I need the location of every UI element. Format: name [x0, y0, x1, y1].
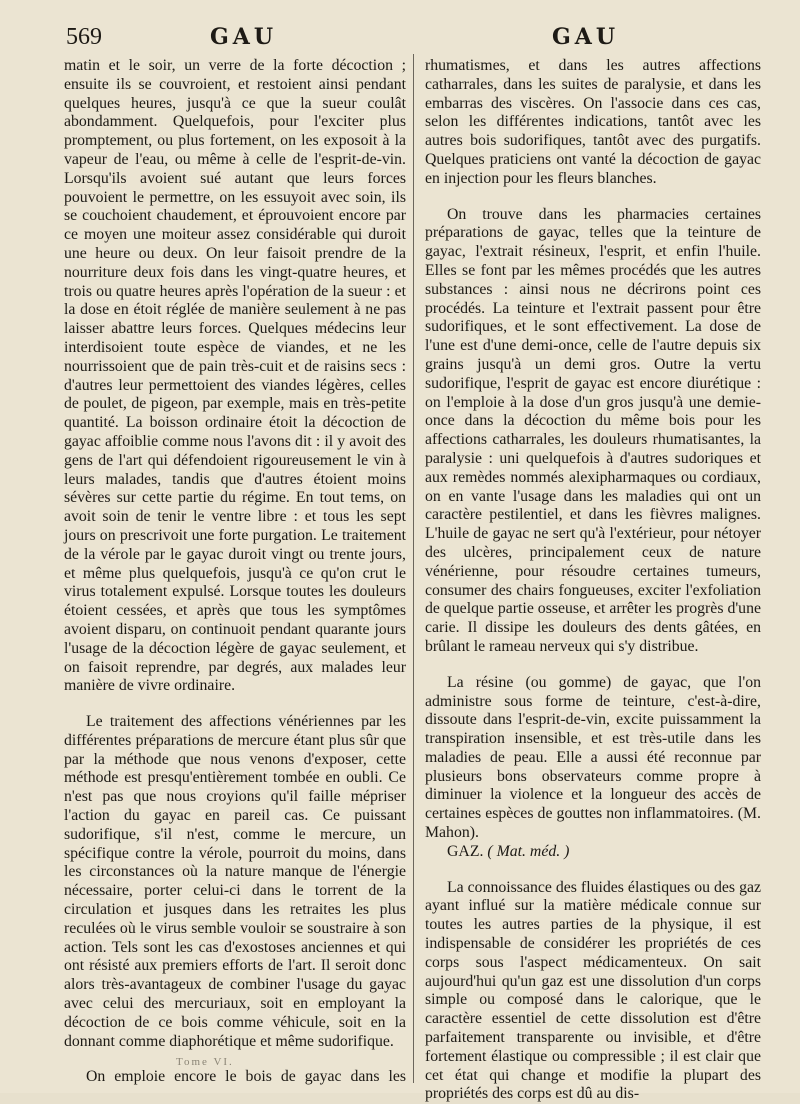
heading-subject: ( Mat. méd. ) [487, 842, 570, 860]
header-word-left: GAU [210, 24, 278, 50]
right-column [425, 57, 761, 1104]
signature-mark: Tome VI. [176, 1056, 234, 1068]
paragraph-right-4: La connoissance des fluides élastiques ou des gaz ayant influé sur la matière médicale connue sur toutes les autres parties de la physique, il est indispensable de considérer les propriétés de ces corps sous l'aspect médicamenteux. On sait aujourd'hui qu'un gaz est une dissolution d'un corps simple ou composé dans le calorique, que le caractère essentiel de cette dissolution est d'être parfaitement transparente ou invisible, et d'être fortement élastique ou compressible ; il est clair que cet état qui change et modifie la plupart des propriétés des corps est dû au dis- [425, 878, 761, 1103]
paragraph-right-2: On trouve dans les pharmacies certaines préparations de gayac, telles que la teinture de gayac, l'extrait résineux, l'esprit, et enfin l'huile. Elles se font par les mêmes procédés que les autres substances : ainsi nous ne décrirons point ces procédés. La teinture et l'extrait passent pour être sudorifiques, et le sont effectivement. La dose de l'une est d'une demi-once, celle de l'autre depuis six grains jusqu'à un demi gros. Outre la vertu sudorifique, l'esprit de gayac est encore diurétique : on l'emploie à la dose d'un gros jusqu'à une demie-once dans la décoction du même bois pour les affections catharrales, les douleurs rhumatisantes, la paralysie : uni quelquefois à d'autres sudoriques et aux remèdes nommés alexipharmaques ou cordiaux, on en vante l'usage dans les maladies qui ont un caractère pestilentiel, et dans les fièvres malignes. L'huile de gayac ne sert qu'à l'extérieur, pour nétoyer des ulcères, principalement ceux de nature vénérienne, pour résoudre certaines tumeurs, consumer des chairs fongueuses, exciter l'exfoliation de quelque partie osseuse, et arrêter les progrès d'une carie. Il dissipe les douleurs des dents gâtées, en brûlant le rameau nerveux qui s'y distribue. [425, 205, 761, 655]
left-column [64, 57, 406, 1087]
paragraph-left-1: matin et le soir, un verre de la forte décoction ; ensuite ils se couvroient, et restoient ainsi pendant quelques heures, jusqu'à ce que la sueur coulât abondamment. Quelquefois, pour l'exciter plus promptement, ou plus fortement, on les exposoit à la vapeur de l'eau, ou même à celle de l'esprit-de-vin. Lorsqu'ils avoient sué autant que leurs forces pouvoient le permettre, on les essuyoit avec soin, ils se couchoient chaudement, et éprouvoient encore par ce moyen une moiteur assez considérable qui duroit une heure ou deux. On leur faisoit prendre de la nourriture deux fois dans les vingt-quatre heures, et trois ou quatre heures après l'opération de la sueur : et la dose en étoit réglée de manière seulement à ne pas laisser abattre leurs forces. Quelques médecins leur interdisoient toute espèce de viandes, et ne les nourrissoient que de pain très-cuit et de raisins secs : d'autres leur permettoient des viandes légères, celles de poulet, de pigeon, par exemple, mais en très-petite quantité. La boisson ordinaire étoit la décoction de gayac affoiblie comme nous l'avons dit : il y avoit des gens de l'art qui défendoient rigoureusement le vin à leurs malades, tandis que d'autres étoient moins sévères sur cette partie du régime. En tout tems, on avoit soin de tenir le ventre libre : et tous les sept jours on prescrivoit une forte purgation. Le traitement de la vérole par le gayac duroit vingt ou trente jours, et même plus quelquefois, jusqu'à ce qu'on crut le virus totalement expulsé. Lorsque toutes les douleurs étoient cessées, et après que tous les symptômes avoient disparu, on continuoit pendant quarante jours l'usage de la décoction légère de gayac seulement, et on faisoit reprendre, par degrés, aux malades leur manière de vivre ordinaire. [64, 57, 406, 695]
article-heading [425, 843, 761, 862]
running-header [60, 22, 760, 54]
paragraph-left-3: On emploie encore le bois de gayac dans les [86, 1068, 406, 1086]
paragraph-right-3: La résine (ou gomme) de gayac, que l'on administre sous forme de teinture, c'est-à-dire, dissoute dans l'esprit-de-vin, excite puissamment la transpiration insensible, et est très-utile dans les maladies de peau. Elle a aussi été reconnue par plusieurs bons observateurs comme propre à diminuer la violence et la longueur des accès de certaines espèces de gouttes non inflammatoires. (M. Mahon). [425, 673, 761, 842]
column-divider [413, 54, 414, 1083]
heading-word: GAZ. [447, 842, 484, 860]
paragraph-right-1: rhumatismes, et dans les autres affections catharrales, dans les suites de paralysie, et dans les embarras des viscères. On l'associe dans ces cas, selon les différentes indications, tantôt avec les autres bois sudorifiques, tantôt avec des purgatifs. Quelques praticiens ont vanté la décoction de gayac en injection pour les fleurs blanches. [425, 57, 761, 187]
paragraph-left-2: Le traitement des affections vénériennes par les différentes préparations de mercure étant plus sûr que par la méthode que nous venons d'exposer, cette méthode est presqu'entièrement tombée en oubli. Ce n'est pas que nous croyions qu'il faille mépriser l'action du gayac en pareil cas. Ce puissant sudorifique, s'il n'est, comme le mercure, un spécifique contre la vérole, pourroit du moins, dans les circonstances où la nature manque de l'énergie nécessaire, porter celui-ci dans le torrent de la circulation et jusques dans les retraites les plus reculées où le virus semble vouloir se soustraire à son action. Tels sont les cas d'exostoses anciennes et qui ont résisté aux premiers efforts de l'art. Il seroit donc alors très-avantageux de combiner l'usage du gayac avec celui des mercuriaux, soit en employant la décoction de ce bois comme véhicule, soit en la donnant comme diaphorétique et même sudorifique. [64, 713, 406, 1050]
header-word-right: GAU [552, 24, 620, 50]
page-number: 569 [66, 24, 102, 50]
